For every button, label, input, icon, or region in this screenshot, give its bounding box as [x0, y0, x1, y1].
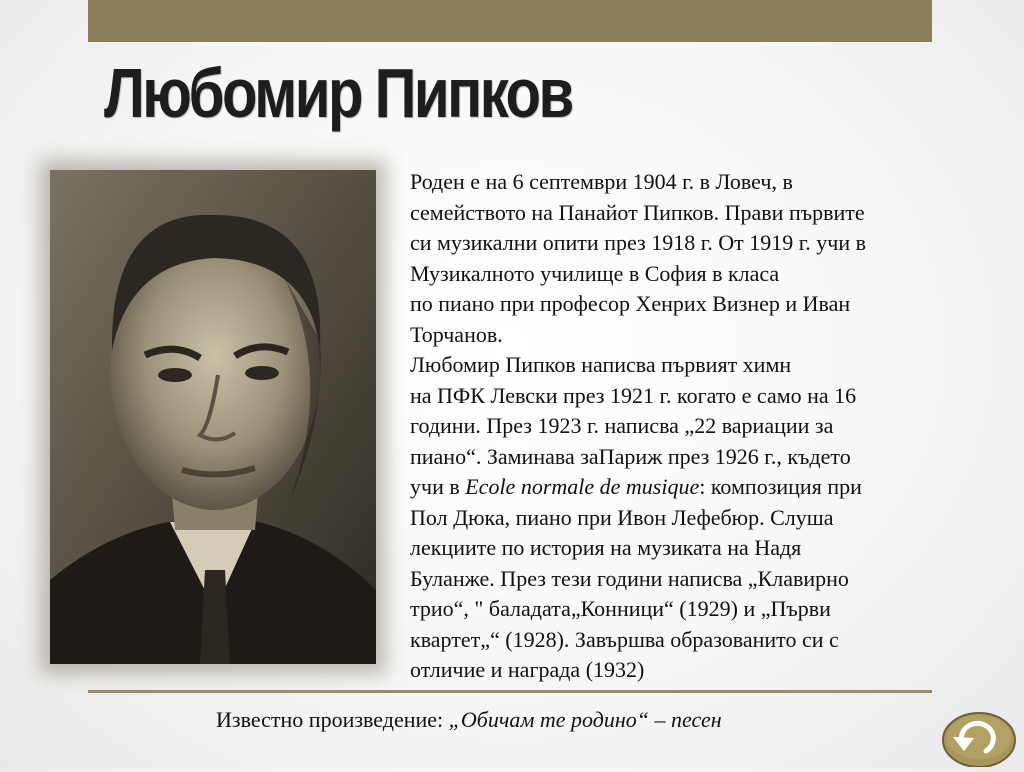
famous-work-caption — [216, 707, 722, 733]
text-line: Буланже. През тези години написва „Клавирно — [410, 565, 849, 591]
portrait-photo — [50, 170, 376, 664]
text-line-prefix: учи в — [410, 474, 466, 499]
famous-work-title: „Обичам те родино“ – песен — [448, 707, 722, 732]
text-line: Роден е на 6 септември 1904 г. в Ловеч, в — [410, 169, 793, 194]
text-line: квартет„“ (1928). Завършва образованито си с — [410, 626, 839, 652]
biography-text — [410, 167, 950, 686]
school-name: Ecole normale de musique — [465, 474, 700, 499]
text-line: Торчанов. — [410, 321, 503, 347]
text-line: по пиано при професор Хенрих Визнер и Иван — [410, 291, 851, 316]
return-arrow-icon — [936, 707, 1018, 767]
text-line: трио“, " баладата„Конници“ (1929) и „Първи — [410, 596, 831, 621]
slide-title: Любомир Пипков — [104, 54, 572, 132]
biography-paragraph-2 — [410, 350, 950, 686]
text-line: години. През 1923 г. написва „22 вариации за — [410, 413, 834, 438]
text-line: отличие и награда (1932) — [410, 657, 645, 682]
text-line: Пол Дюка, пиано при Ивон Лефебюр. Слуша — [410, 504, 834, 530]
famous-work-label: Известно произведение: — [216, 707, 449, 732]
top-accent-bar — [88, 0, 932, 42]
text-line-suffix: : композиция при — [699, 474, 862, 499]
back-button[interactable] — [936, 707, 1018, 767]
text-line: си музикални опити през 1918 г. От 1919 г. учи в — [410, 230, 867, 255]
bottom-divider — [88, 690, 932, 693]
text-line: пиано“. Заминава заПариж през 1926 г., където — [410, 443, 851, 469]
text-line: Музикалното училище в София в класа — [410, 260, 780, 286]
text-line: лекциите по история на музиката на Надя — [410, 535, 802, 560]
biography-paragraph-1 — [410, 167, 950, 350]
text-line: семейството на Панайот Пипков. Прави първите — [410, 199, 865, 225]
text-line: Любомир Пипков написва първият химн — [410, 352, 792, 377]
text-line: на ПФК Левски през 1921 г. когато е само на 16 — [410, 382, 857, 408]
portrait-illustration — [50, 170, 376, 664]
